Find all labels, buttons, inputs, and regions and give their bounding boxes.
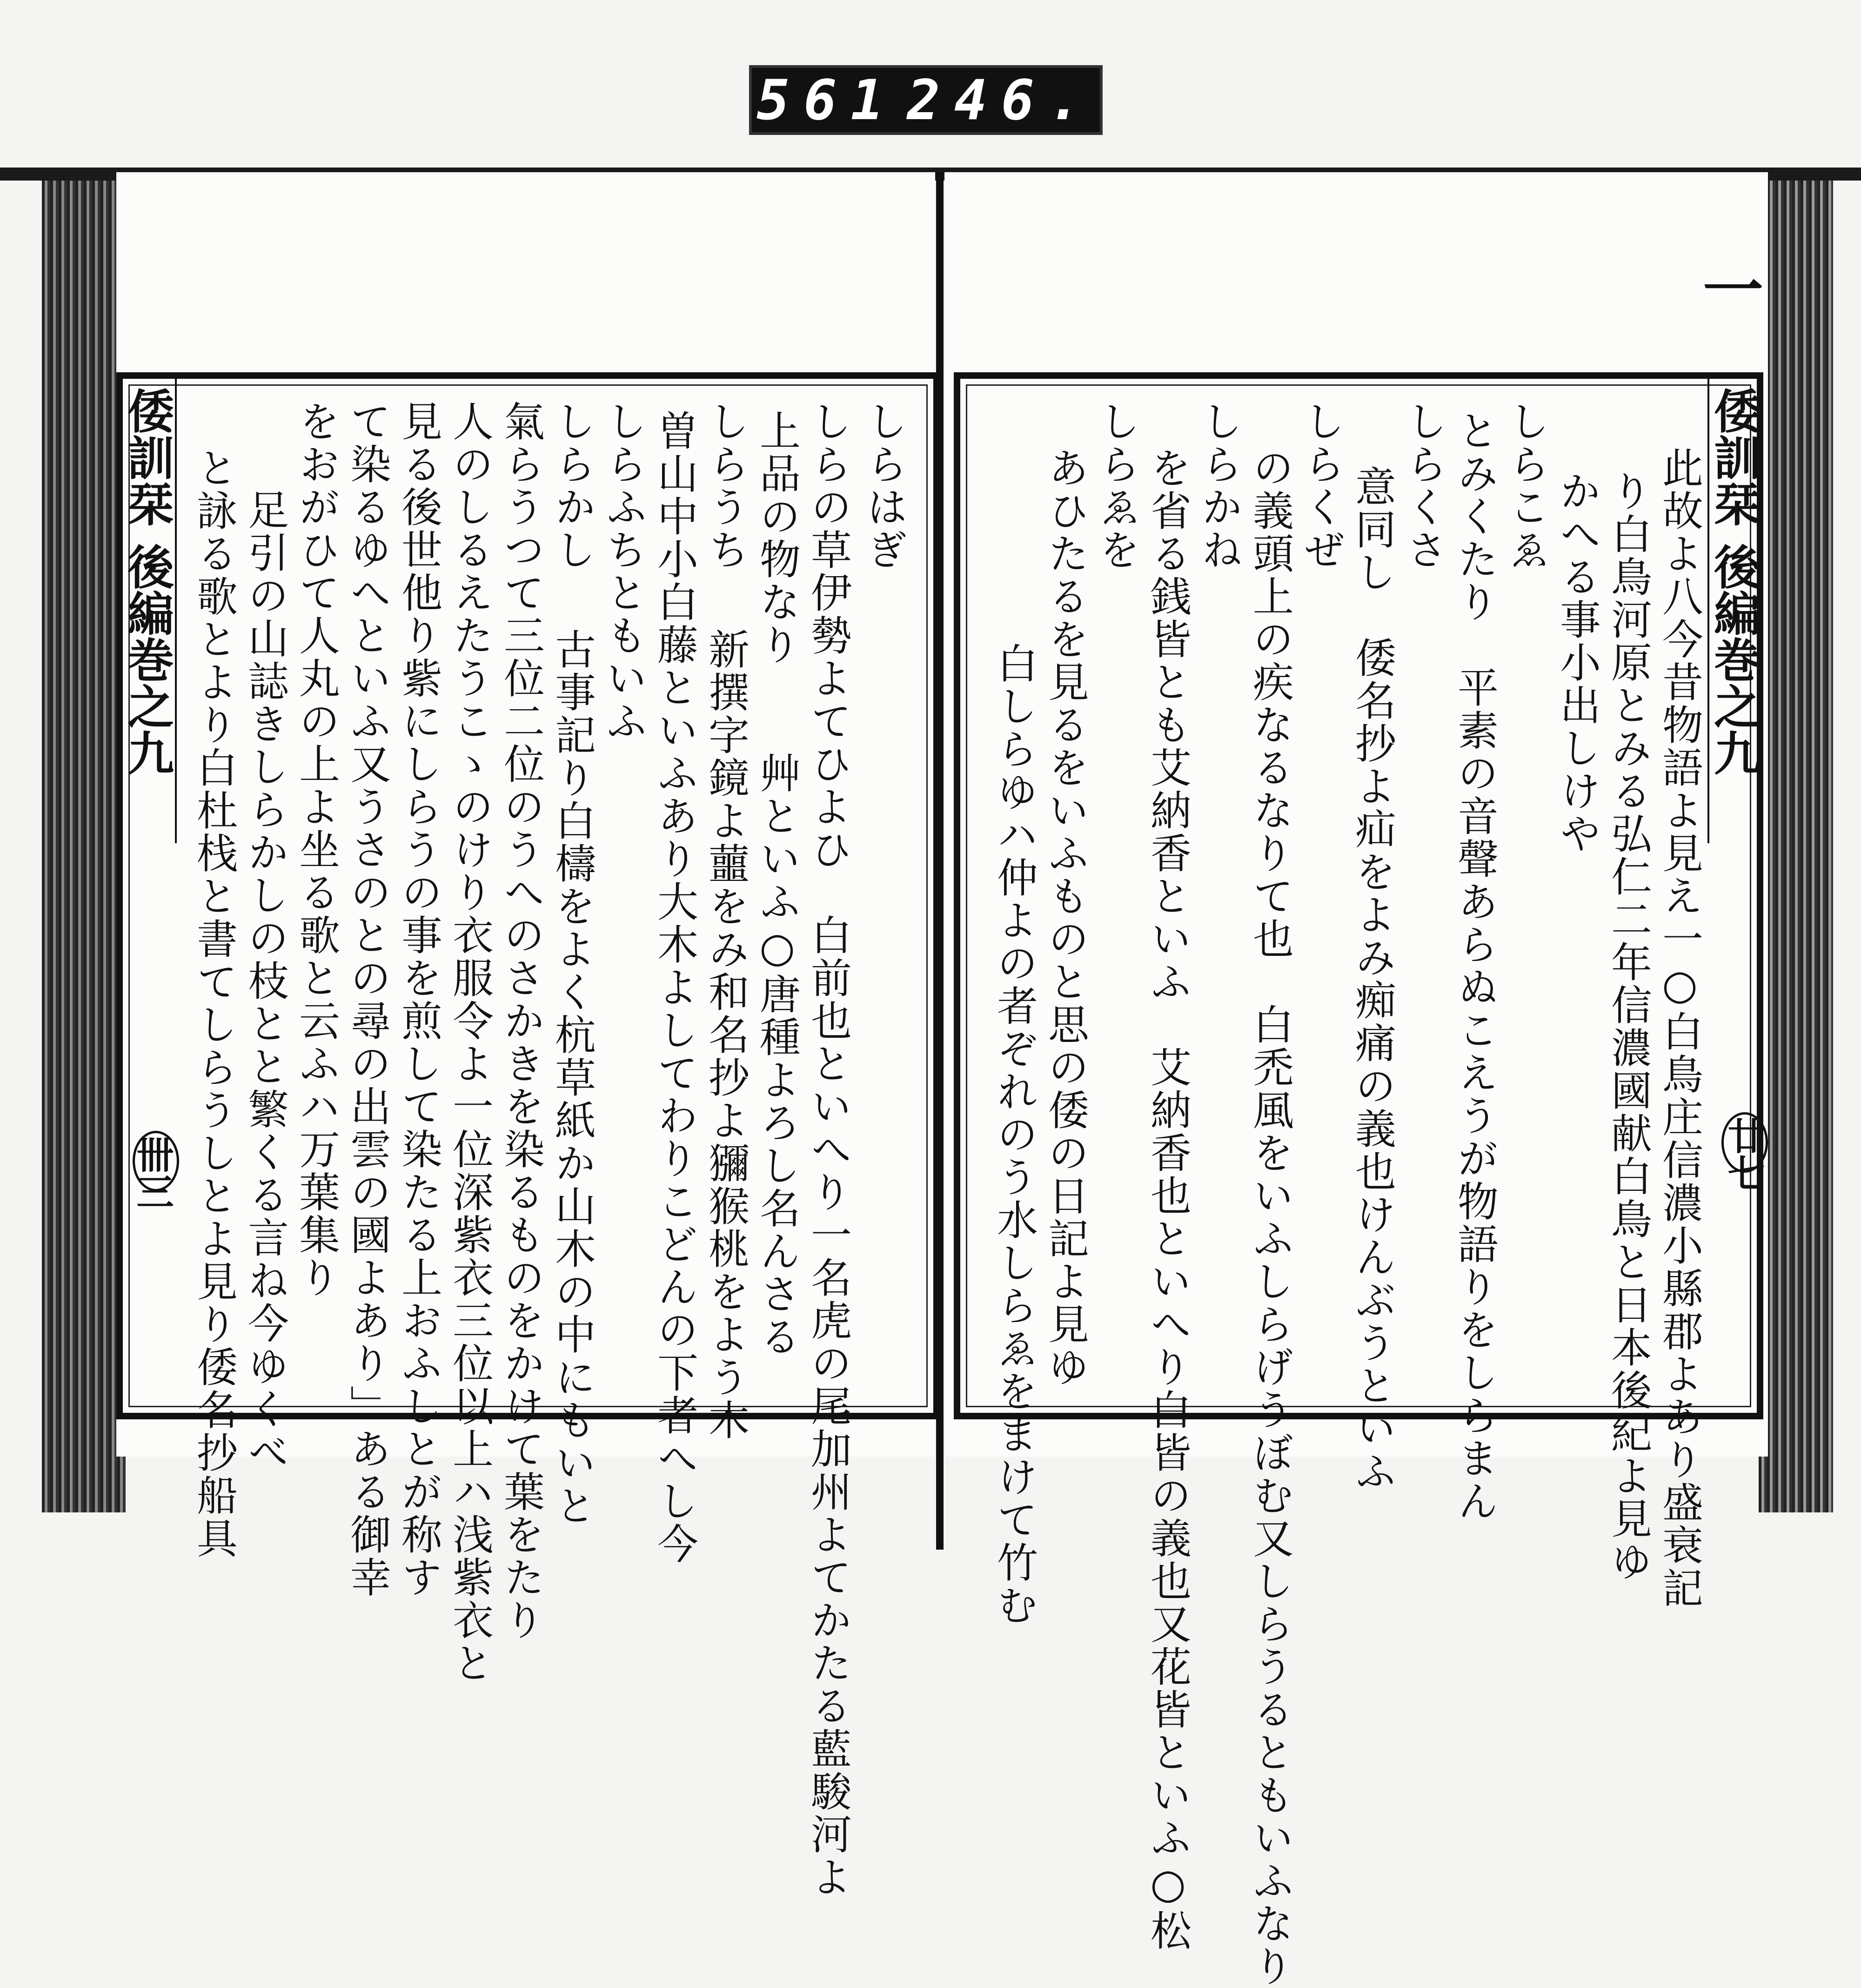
right-text-column: しらくぜ — [1298, 400, 1346, 571]
book-edge-right — [1759, 168, 1833, 1512]
left-text-column: しらふちともいふ — [600, 400, 648, 743]
scan-label — [749, 65, 1103, 135]
left-text-column: しらの草伊勢よてひよひ 白前也といへり一名虎の尾加州よてかたる藍駿河よ — [804, 400, 852, 1899]
left-text-column: 曽山中小白藤といふあり大木よしてわりこどんの下者へし今 — [651, 410, 699, 1565]
left-text-column: しらかし — [549, 400, 596, 571]
right-page-volume: 後編巻之九 — [1706, 543, 1761, 776]
right-page-folio: 廿七 — [1721, 1117, 1765, 1191]
scan-label-left: 561 — [756, 68, 898, 132]
right-page-title: 倭訓栞 — [1706, 387, 1761, 527]
left-text-column: 氣らうつて三位二位のうへのさかきを染るものをかけて葉をたり — [497, 400, 545, 1642]
scan-label-right: 246. — [907, 68, 1095, 132]
left-page-title-column — [121, 378, 177, 843]
right-text-column: しらくさ — [1400, 400, 1448, 571]
left-text-column: 見る後世他り紫にしらうの事を煎して染たる上おふしとが称す — [395, 400, 443, 1599]
left-text-column: をおがひて人丸の上よ坐る歌と云ふハ万葉集り — [293, 400, 341, 1299]
right-text-column: しらこゑ — [1502, 400, 1550, 571]
left-page-folio: 卌三 — [130, 1135, 174, 1210]
left-text-column: 新撰字鏡よ蘁をみ和名抄よ獼猴桃をよう木 — [702, 628, 750, 1442]
right-text-column: り白鳥河原とみる弘仁二年信濃國献白鳥と日本後紀よ見ゆ — [1605, 470, 1653, 1583]
right-text-column: あひたるを見るをいふものと思の倭の日記よ見ゆ — [1042, 447, 1090, 1389]
right-text-column: を省る銭皆とも艾納香といふ 艾納香也といへり白皆の義也又花皆といふ○松 — [1144, 447, 1192, 1952]
right-text-column: 白しらゆハ仲よの者ぞれのう水しらゑをまけて竹む — [991, 642, 1038, 1627]
right-text-column: 此故よ八今昔物語よ見え一○白鳥庄信濃小縣郡よあり盛衰記 — [1656, 447, 1704, 1610]
left-text-column: 人のしるえたうこゝのけり衣服令よ一位深紫衣三位以上ハ浅紫衣と — [446, 400, 494, 1685]
left-page-volume: 後編巻之九 — [120, 543, 174, 776]
right-text-column: とみくたり 平素の音聲あらぬこえうが物語りをしらまん — [1451, 410, 1499, 1523]
right-text-column: かへる事小出しけや — [1553, 470, 1601, 855]
right-text-column: の義頭上の疾なるなりて也 白禿風をいふしらげうぼむ又しらうるともいふなり — [1246, 447, 1294, 1988]
book-edge-left — [42, 168, 126, 1512]
left-text-column: しらはぎ — [860, 400, 908, 571]
right-text-column: 意同し 倭名抄よ疝をよみ痴痛の義也けんぶうといふ — [1349, 465, 1397, 1493]
page-margin-mark: 一 — [1703, 255, 1764, 326]
left-text-column: 上品の物なり 艸といふ○唐種よろし名んさる — [753, 410, 801, 1358]
left-page-title: 倭訓栞 — [120, 387, 174, 527]
left-text-column: 足引の山誌きしらかしの枝とと繁くる言ね今ゆくべ — [241, 489, 289, 1473]
right-text-column: しらゑを — [1093, 400, 1141, 571]
right-text-column: しらかね — [1195, 400, 1243, 571]
left-text-column: と詠る歌とより白杜栈と書てしらうしとよ見り倭名抄船具 — [190, 447, 238, 1560]
right-page-title-column — [1707, 378, 1763, 843]
left-text-column: て染るゆへといふ又うさのとの尋の出雲の國よあり」ある御幸 — [344, 400, 392, 1599]
left-text-column: しらうち — [702, 400, 750, 571]
left-text-column: 古事記り白檮をよく杭草紙か山木の中にもいと — [549, 628, 596, 1527]
